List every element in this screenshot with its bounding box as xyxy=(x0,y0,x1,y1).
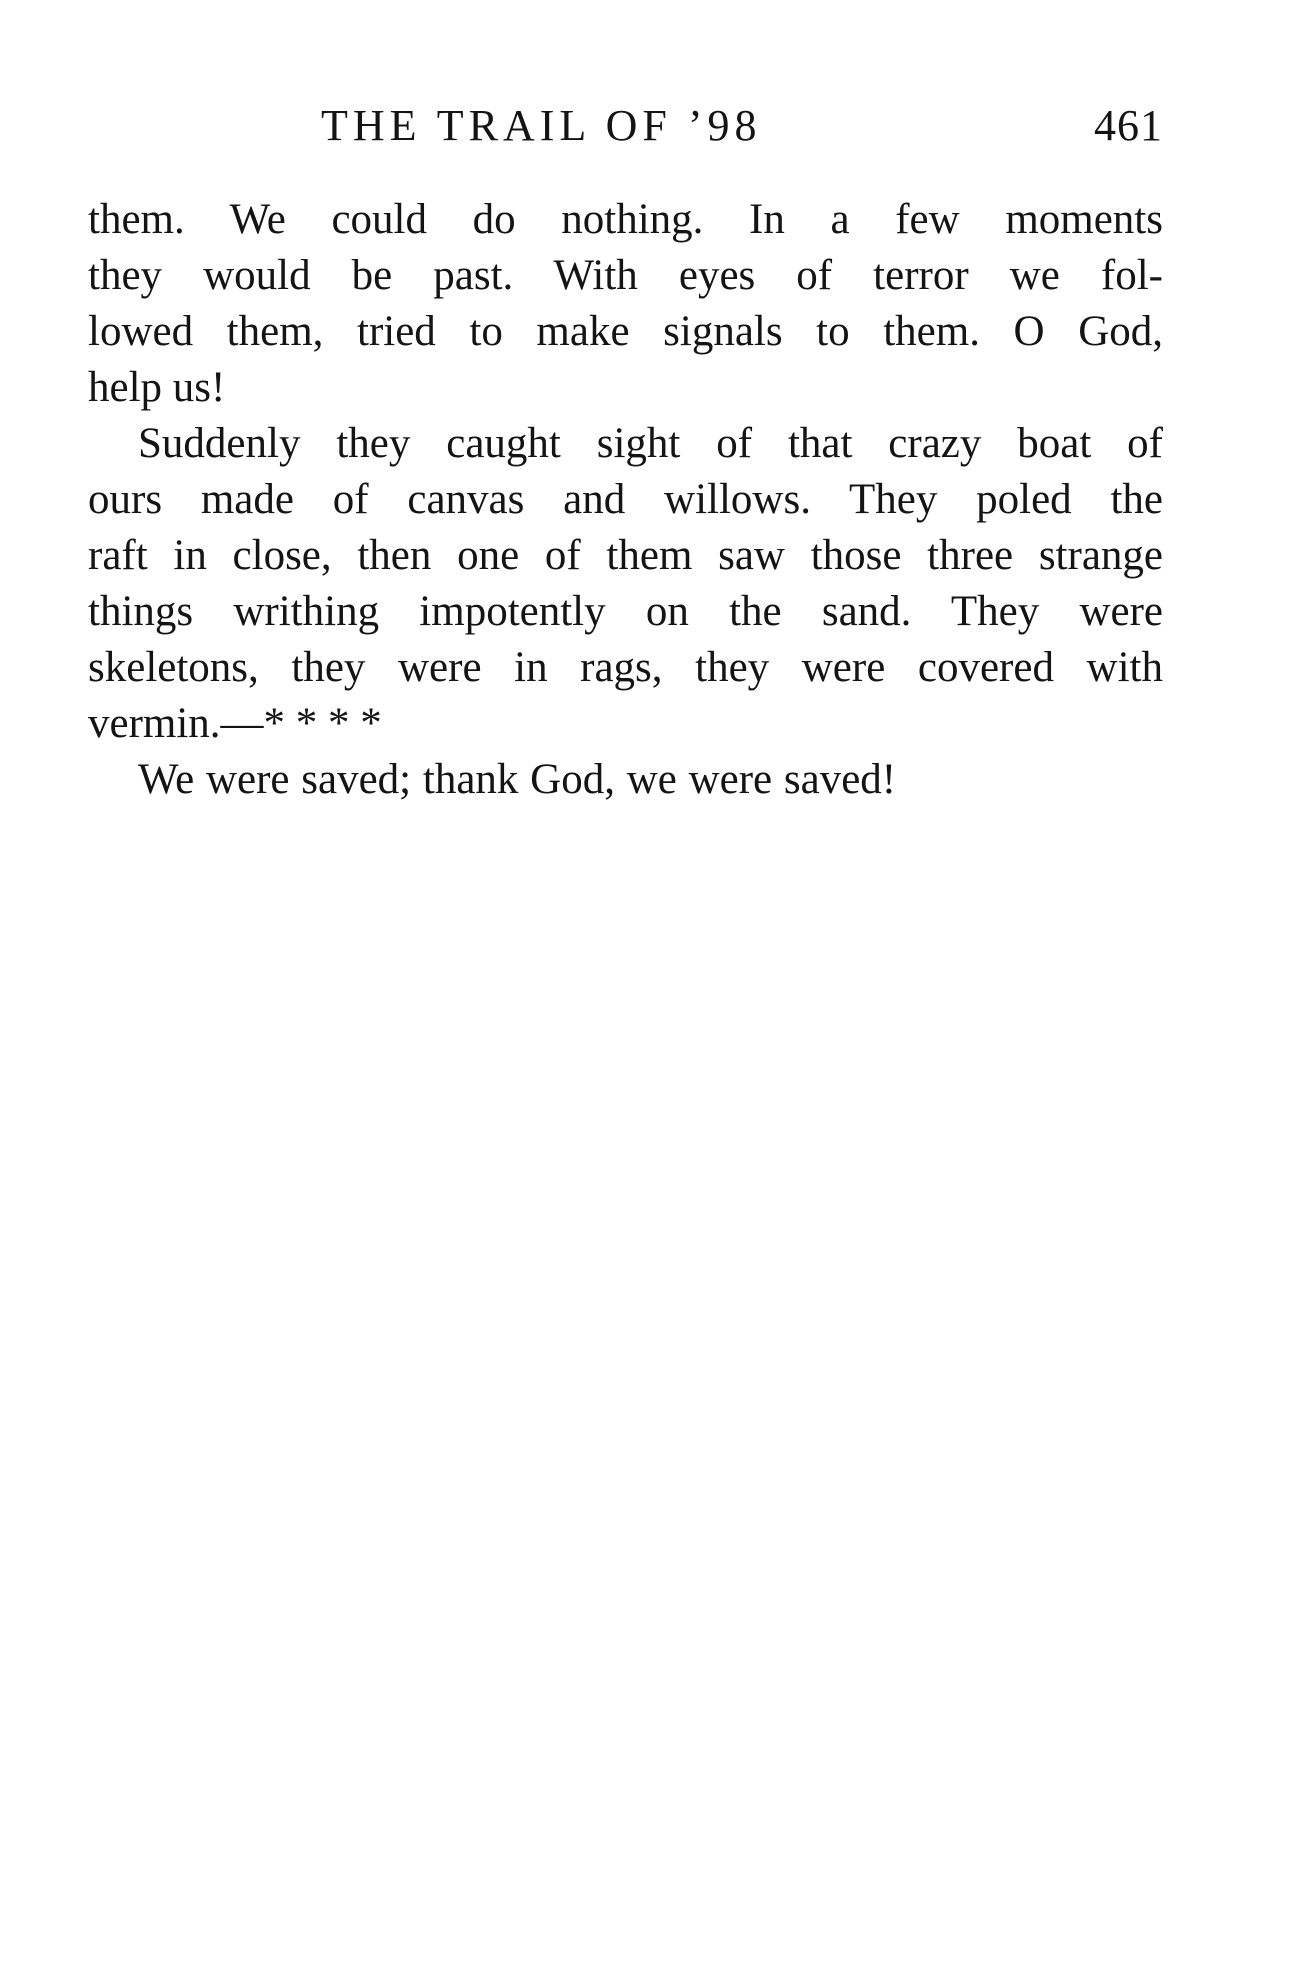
text-line: them. We could do nothing. In a few moments xyxy=(88,196,1163,243)
running-header xyxy=(88,96,1163,156)
text-line: things writhing impotently on the sand. They were xyxy=(88,588,1163,635)
text-line: help us! xyxy=(88,364,226,411)
text-line: ours made of canvas and willows. They poled the xyxy=(88,476,1163,523)
text-line: raft in close, then one of them saw those three strange xyxy=(88,532,1163,579)
text-line: vermin.—* * * * xyxy=(88,700,382,747)
paragraph-them-we-could-do-nothing xyxy=(88,192,1163,416)
page-text xyxy=(88,192,1163,808)
text-line: skeletons, they were in rags, they were covered with xyxy=(88,644,1163,691)
paragraph-suddenly-they-caught-sight xyxy=(88,416,1163,752)
paragraph-we-were-saved xyxy=(88,752,1163,808)
running-title: THE TRAIL OF ’98 xyxy=(321,101,762,150)
text-line: Suddenly they caught sight of that crazy boat of xyxy=(138,420,1163,467)
text-line: lowed them, tried to make signals to them. O God, xyxy=(88,308,1163,355)
page-number: 461 xyxy=(1094,101,1163,150)
text-line: they would be past. With eyes of terror we fol- xyxy=(88,252,1163,299)
text-line: We were saved; thank God, we were saved! xyxy=(138,756,897,803)
